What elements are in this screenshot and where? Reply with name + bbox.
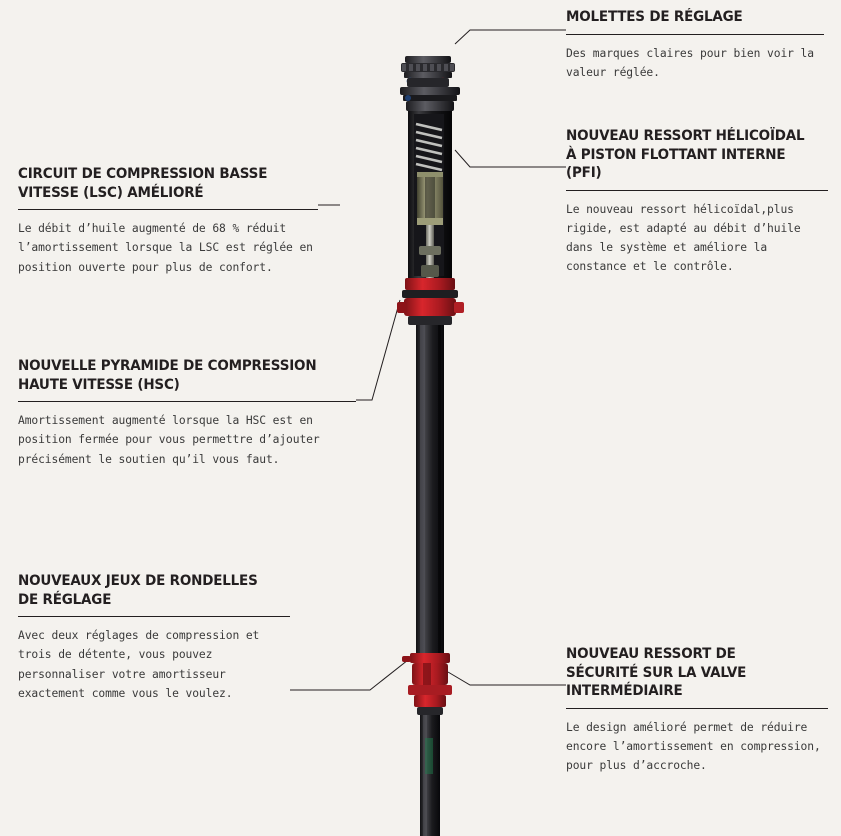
callout-pfi-title: NOUVEAU RESSORT HÉLICOÏDAL À PISTON FLOTTANT INTERNE (PFI) bbox=[566, 128, 805, 182]
callout-rondelles-divider bbox=[18, 616, 290, 617]
callout-valve-divider bbox=[566, 708, 828, 709]
callout-pfi bbox=[566, 127, 828, 276]
callout-molettes-body: Des marques claires pour bien voir la valeur réglée. bbox=[566, 46, 814, 79]
callout-rondelles bbox=[18, 572, 290, 703]
callout-hsc-body: Amortissement augmenté lorsque la HSC est en position fermée pour vous permettre d’ajouter précisément le soutien qu’il vous faut. bbox=[18, 414, 320, 466]
callout-valve-title: NOUVEAU RESSORT DE SÉCURITÉ SUR LA VALVE INTERMÉDIAIRE bbox=[566, 646, 747, 700]
callout-rondelles-body: Avec deux réglages de compression et trois de détente, vous pouvez personnaliser votre amortisseur exactement comme vous le voulez. bbox=[18, 629, 260, 700]
callout-hsc-title: NOUVELLE PYRAMIDE DE COMPRESSION HAUTE VITESSE (HSC) bbox=[18, 358, 317, 393]
callout-valve bbox=[566, 645, 828, 775]
callout-lsc-body: Le débit d’huile augmenté de 68 % réduit l’amortissement lorsque la LSC est réglée en position ouverte pour plus de confort. bbox=[18, 222, 313, 274]
callout-hsc bbox=[18, 357, 356, 469]
callout-molettes bbox=[566, 8, 824, 82]
callout-pfi-divider bbox=[566, 190, 828, 191]
callout-pfi-body: Le nouveau ressort hélicoïdal,plus rigide, est adapté au débit d’huile dans le système et améliore la constance et le contrôle. bbox=[566, 202, 801, 274]
callout-lsc bbox=[18, 165, 318, 277]
callout-molettes-title: MOLETTES DE RÉGLAGE bbox=[566, 9, 743, 25]
callout-hsc-divider bbox=[18, 401, 356, 402]
callout-lsc-divider bbox=[18, 209, 318, 210]
callout-valve-body: Le design amélioré permet de réduire encore l’amortissement en compression, pour plus d’accroche. bbox=[566, 720, 821, 773]
callout-rondelles-title: NOUVEAUX JEUX DE RONDELLES DE RÉGLAGE bbox=[18, 573, 258, 608]
callout-molettes-divider bbox=[566, 34, 824, 35]
callout-lsc-title: CIRCUIT DE COMPRESSION BASSE VITESSE (LSC) AMÉLIORÉ bbox=[18, 166, 268, 201]
fork-illustration bbox=[380, 50, 480, 836]
